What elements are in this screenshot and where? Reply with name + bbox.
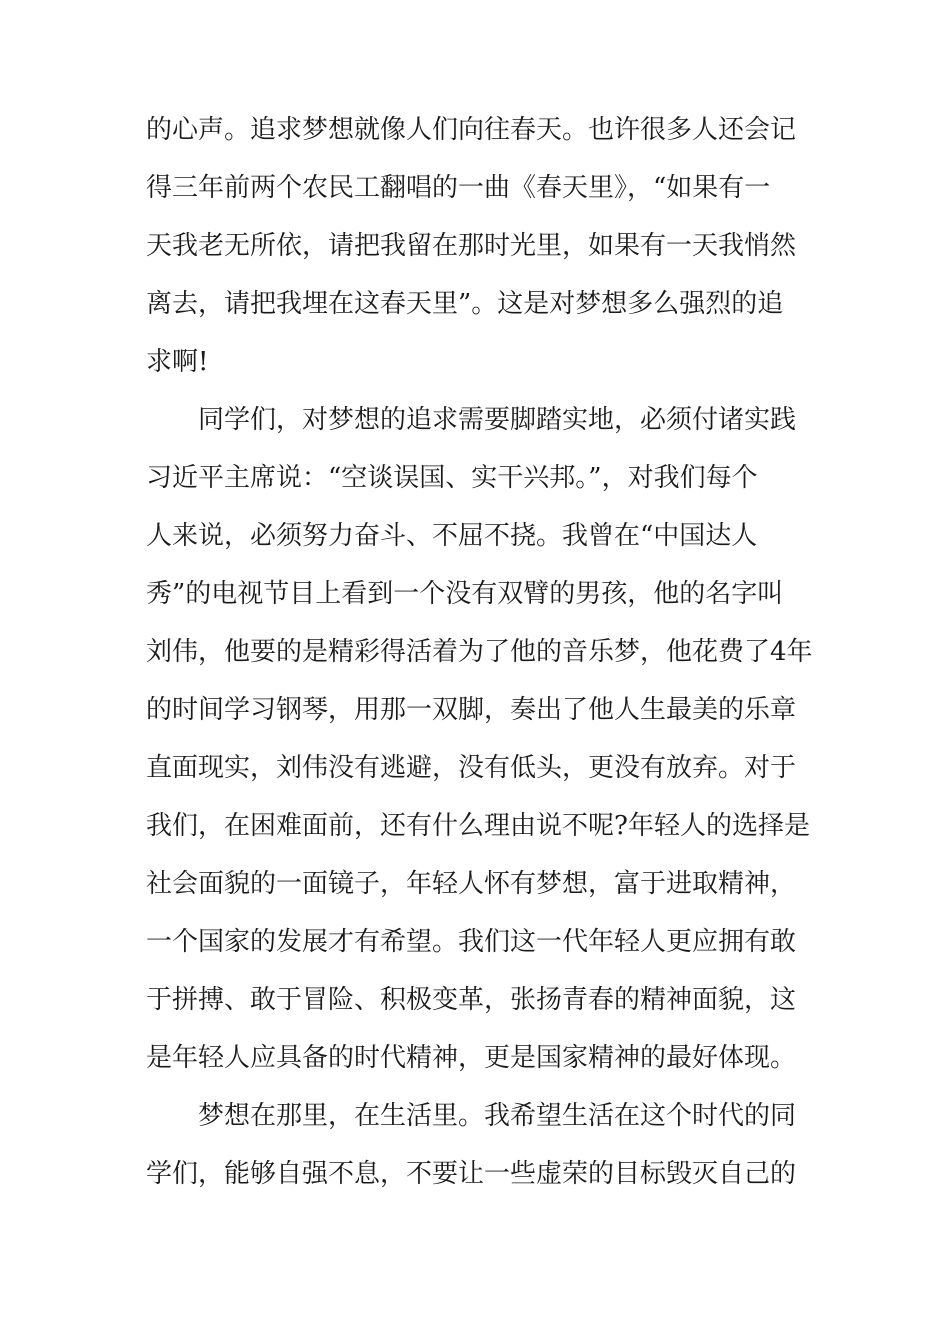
text-line: 直面现实，刘伟没有逃避，没有低头，更没有放弃。对于 [146, 753, 797, 783]
text-line: 人来说，必须努力奋斗、不屈不挠。我曾在“中国达人 [146, 521, 758, 551]
text-line: 梦想在那里，在生活里。我希望生活在这个时代的同 [198, 1101, 797, 1131]
text-line: 秀”的电视节目上看到一个没有双臂的男孩，他的名字叫 [146, 579, 784, 609]
text-line: 离去，请把我埋在这春天里”。这是对梦想多么强烈的追 [146, 289, 784, 319]
text-line: 得三年前两个农民工翻唱的一曲《春天里》，“如果有一 [146, 173, 771, 203]
text-line: 学们，能够自强不息，不要让一些虚荣的目标毁灭自己的 [146, 1159, 797, 1189]
text-line: 的时间学习钢琴，用那一双脚，奏出了他人生最美的乐章 [146, 695, 797, 725]
text-line: 天我老无所依，请把我留在那时光里，如果有一天我悄然 [146, 231, 797, 261]
text-line: 求啊! [146, 347, 209, 377]
text-line: 的心声。追求梦想就像人们向往春天。也许很多人还会记 [146, 115, 797, 145]
text-line: 一个国家的发展才有希望。我们这一代年轻人更应拥有敢 [146, 927, 797, 957]
text-line: 习近平主席说：“空谈误国、实干兴邦。”，对我们每个 [146, 463, 758, 493]
text-line: 于拼搏、敢于冒险、积极变革，张扬青春的精神面貌，这 [146, 985, 797, 1015]
text-line: 刘伟，他要的是精彩得活着为了他的音乐梦，他花费了4年 [146, 637, 813, 667]
text-line: 同学们，对梦想的追求需要脚踏实地，必须付诸实践 [198, 405, 797, 435]
text-line: 社会面貌的一面镜子，年轻人怀有梦想，富于进取精神， [146, 869, 797, 899]
text-line: 是年轻人应具备的时代精神，更是国家精神的最好体现。 [146, 1043, 797, 1073]
text-line: 我们，在困难面前，还有什么理由说不呢?年轻人的选择是 [146, 811, 810, 841]
